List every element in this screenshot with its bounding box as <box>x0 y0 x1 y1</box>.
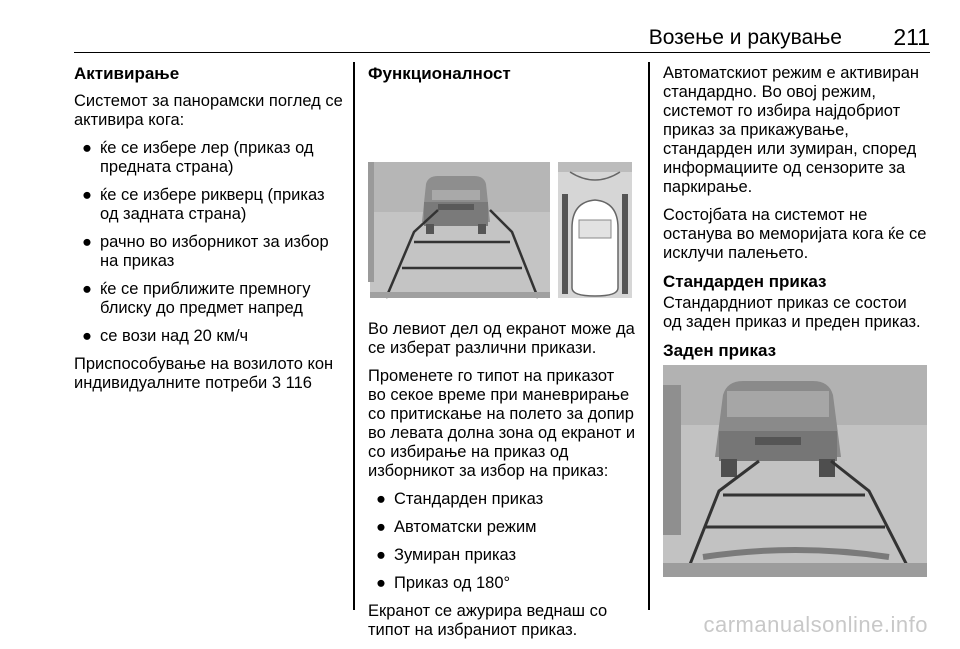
column-functionality <box>368 64 636 649</box>
activation-heading: Активирање <box>74 64 180 83</box>
bullet-icon: ● <box>376 574 386 592</box>
view-type-list <box>368 490 636 593</box>
personalization-text: Приспособување на возилото кон индивидуалните потреби 3 116 <box>74 355 334 392</box>
page-reference-icon: 3 <box>271 374 282 392</box>
page-number: 211 <box>893 24 930 50</box>
rear-camera-view <box>368 162 550 298</box>
bullet-icon: ● <box>82 233 92 251</box>
functionality-para3: Екранот се ажурира веднаш со типот на избраниот приказ. <box>368 602 608 639</box>
column-divider <box>648 62 650 610</box>
functionality-para1: Во левиот дел од екранот може да се изберат различни прикази. <box>368 320 635 357</box>
column-activation <box>74 64 344 402</box>
top-view <box>558 162 632 298</box>
watermark: carmanualsonline.info <box>703 612 928 637</box>
list-item: ● ќе се избере лер (приказ од предната страна) <box>82 139 314 176</box>
functionality-heading: Функционалност <box>368 64 511 83</box>
list-item: ● рачно во изборникот за избор на приказ <box>82 233 329 270</box>
bullet-icon: ● <box>82 327 92 345</box>
bullet-icon: ● <box>82 139 92 157</box>
functionality-para2: Променете го типот на приказот во секое време при маневрирање со притискање на полето за допир во левата долна зона од екранот и со избирање на приказ од изборникот за избор на приказ: <box>368 367 636 480</box>
bullet-icon: ● <box>376 490 386 508</box>
bullet-icon: ● <box>82 186 92 204</box>
memory-text: Состојбата на системот не останува во меморијата кога ќе се исклучи палењето. <box>663 206 927 262</box>
list-item: ● се вози над 20 км/ч <box>82 327 249 345</box>
activation-list <box>74 139 344 346</box>
column-divider <box>353 62 355 610</box>
page-reference-link[interactable]: 116 <box>285 374 312 392</box>
bullet-icon: ● <box>376 518 386 536</box>
list-item: ● ќе се приближите премногу блиску до предмет напред <box>82 280 311 317</box>
bullet-icon: ● <box>376 546 386 564</box>
rear-view-heading: Заден приказ <box>663 341 777 360</box>
auto-mode-text: Автоматскиот режим е активиран стандардно. Во овој режим, системот го избира најдобриот приказ за прикажување, стандарден или зумиран, според информациите од сензорите за паркирање. <box>663 64 920 196</box>
list-item: ● Стандарден приказ <box>376 490 544 508</box>
column-modes <box>663 64 929 577</box>
section-title: Возење и ракување <box>648 26 842 49</box>
page-header <box>74 22 930 53</box>
activation-intro: Системот за панорамски поглед се активира кога: <box>74 92 343 129</box>
standard-view-heading: Стандарден приказ <box>663 272 827 291</box>
list-item: ● Приказ од 180° <box>376 574 511 592</box>
standard-view-text: Стандардниот приказ се состои од заден приказ и преден приказ. <box>663 294 921 331</box>
rear-view-figure <box>663 365 927 577</box>
list-item: ● Автоматски режим <box>376 518 537 536</box>
camera-display-figure <box>368 92 636 314</box>
bullet-icon: ● <box>82 280 92 298</box>
list-item: ● ќе се избере рикверц (приказ од задната страна) <box>82 186 325 223</box>
list-item: ● Зумиран приказ <box>376 546 517 564</box>
